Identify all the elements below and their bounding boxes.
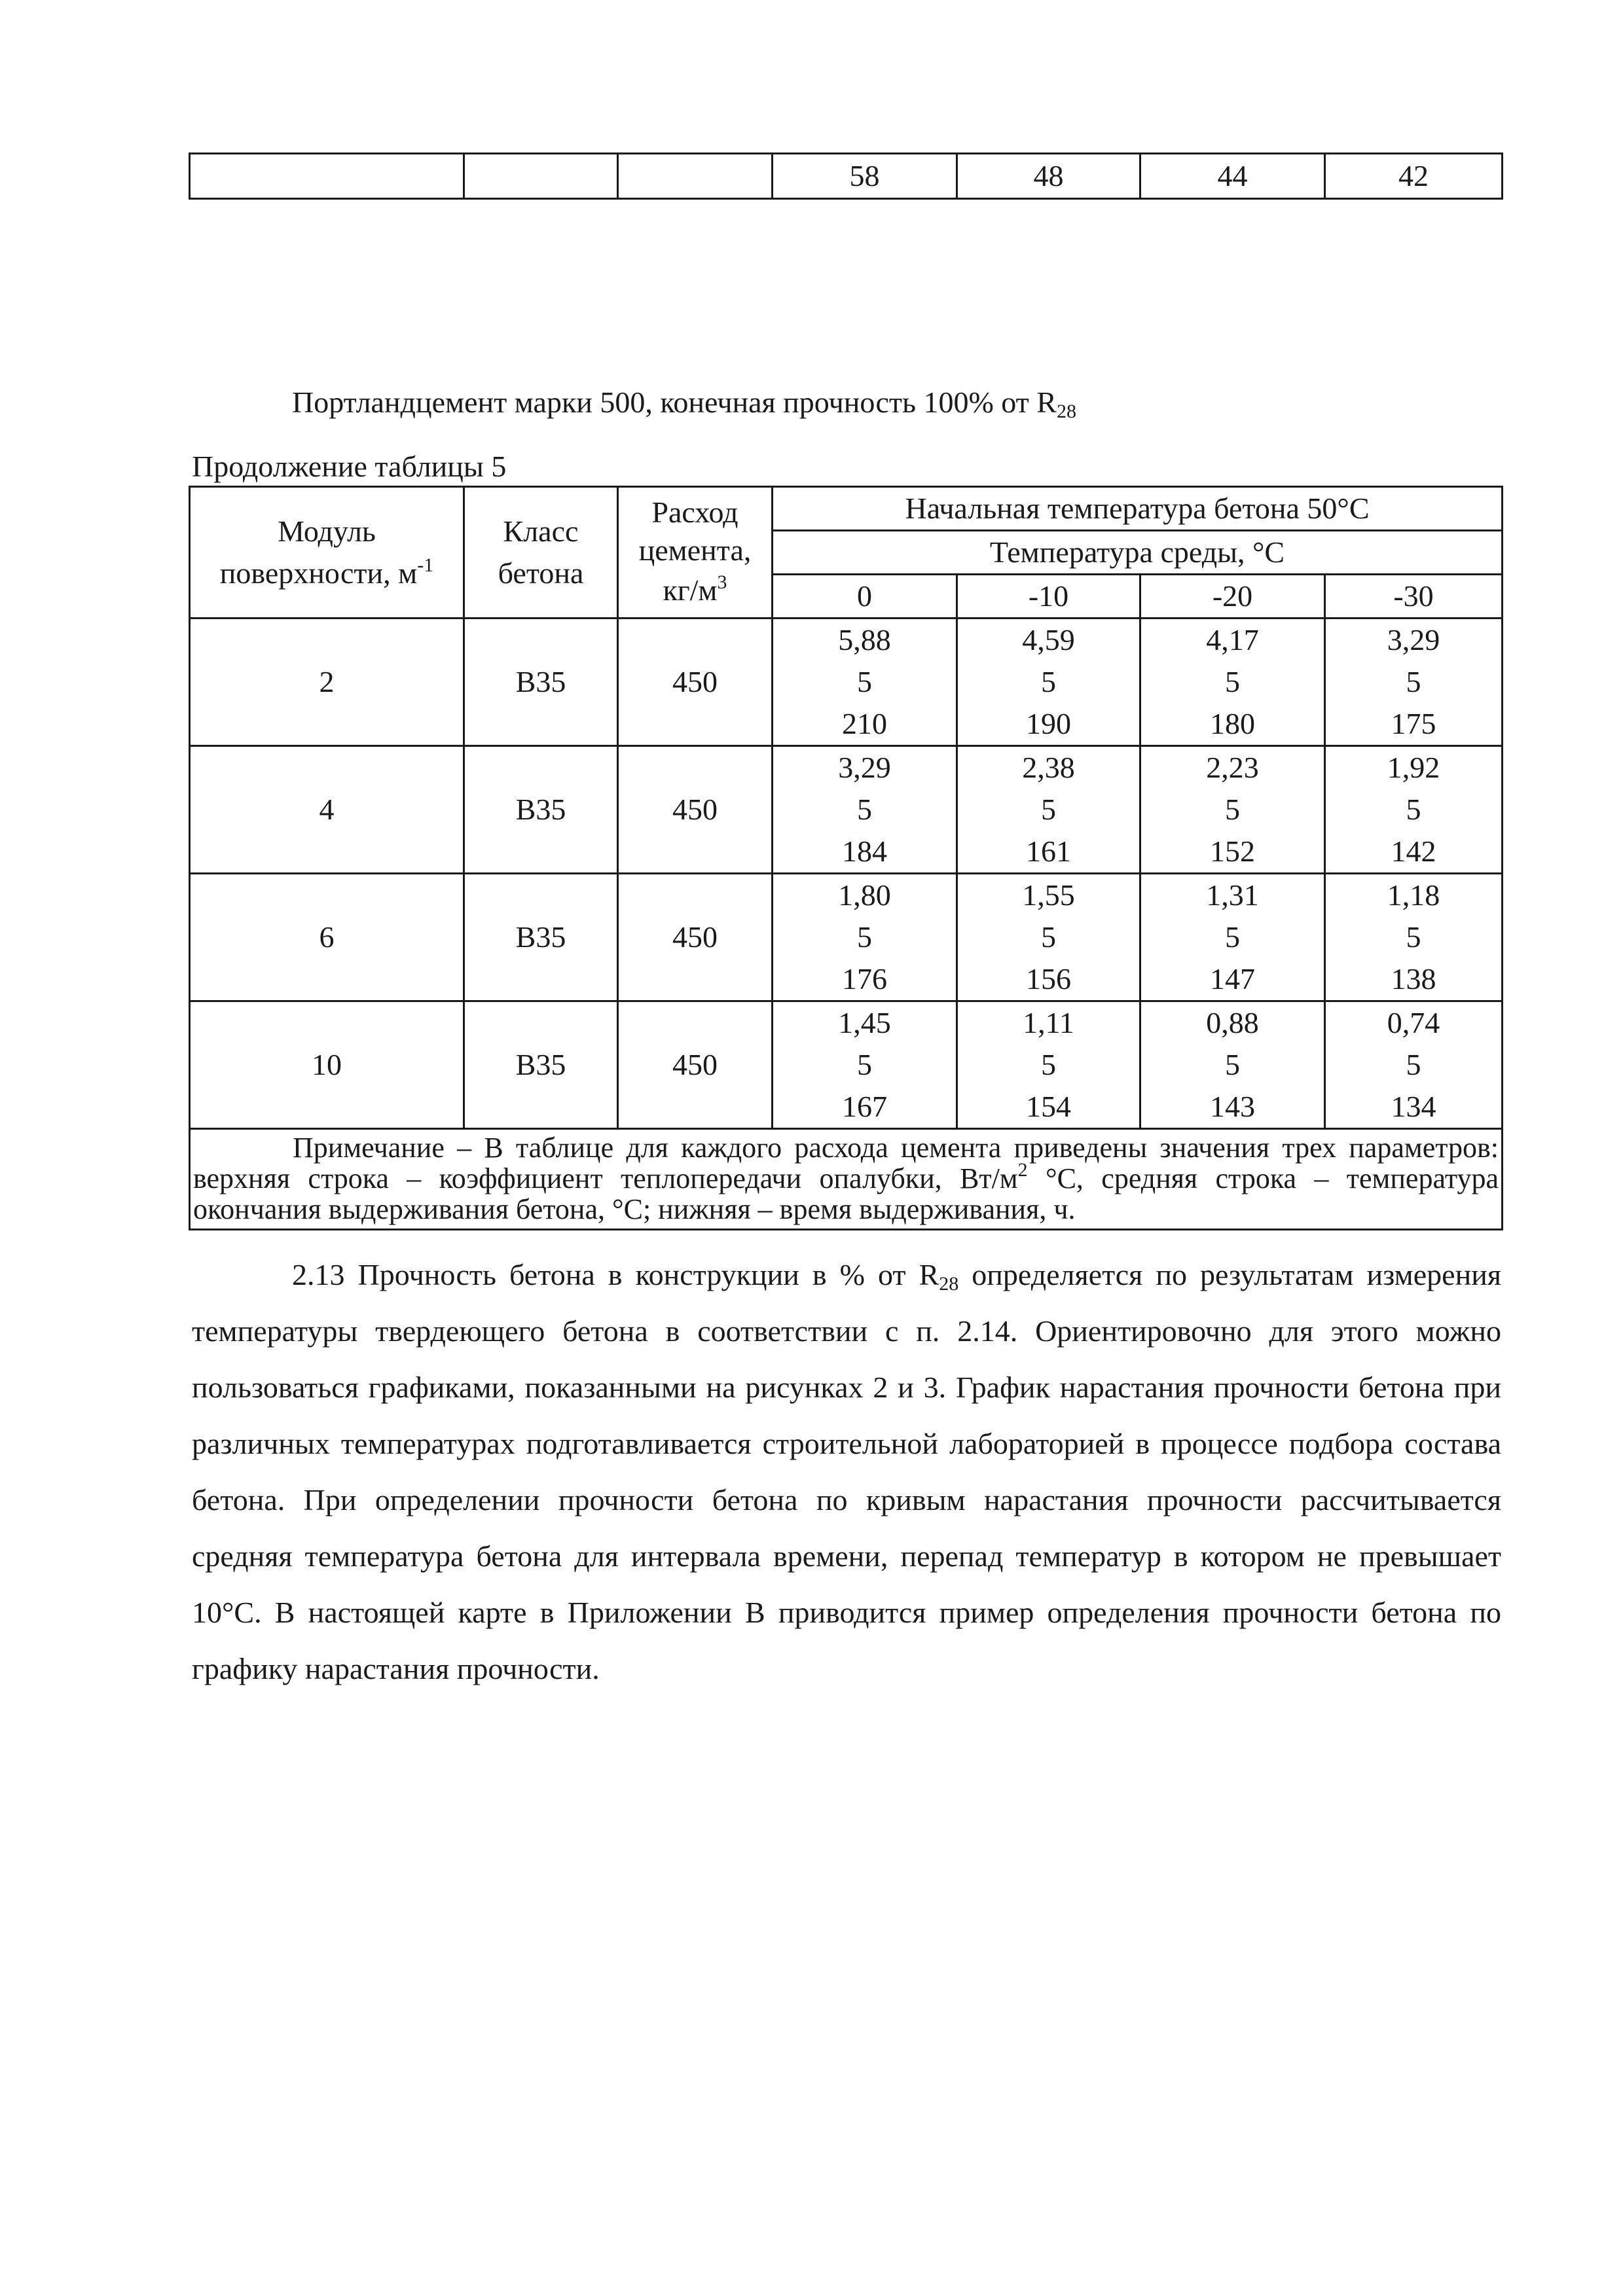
end-temperature-value: 5: [1041, 665, 1056, 698]
curing-time-value: 147: [1210, 962, 1255, 996]
end-temperature-value: 5: [1041, 1048, 1056, 1081]
parameter-cell: [1140, 1001, 1325, 1129]
table-row: [190, 746, 1503, 874]
header-text: Расход: [651, 495, 739, 529]
paragraph-subscript: 28: [939, 1273, 959, 1295]
curing-time-value: 184: [842, 834, 887, 868]
caption-subscript: 28: [1056, 401, 1076, 422]
heat-transfer-value: 3,29: [1387, 623, 1440, 656]
parameter-cell: [957, 1001, 1140, 1129]
end-temperature-value: 5: [1406, 793, 1421, 826]
end-temperature-value: 5: [1406, 665, 1421, 698]
parameter-cell: [1140, 874, 1325, 1001]
caption-text: Портландцемент марки 500, конечная прочность 100% от R: [292, 386, 1057, 419]
end-temperature-value: 5: [1406, 1048, 1421, 1081]
header-superscript: 3: [717, 571, 727, 593]
column-header-modul: [190, 487, 464, 619]
parameter-cell: [1325, 619, 1503, 746]
header-text: Модуль: [278, 514, 376, 548]
table-cell: 42: [1325, 154, 1503, 199]
table-cell: [618, 154, 773, 199]
data-table: [189, 486, 1503, 1230]
curing-time-value: 180: [1210, 707, 1255, 740]
parameter-cell: [1140, 619, 1325, 746]
parameter-cell: [957, 619, 1140, 746]
end-temperature-value: 5: [1225, 665, 1240, 698]
curing-time-value: 161: [1026, 834, 1071, 868]
heat-transfer-value: 1,18: [1387, 878, 1440, 912]
cement-cell: 450: [618, 1001, 773, 1129]
temperature-header: -30: [1325, 575, 1503, 619]
curing-time-value: 152: [1210, 834, 1255, 868]
body-paragraph: [192, 1247, 1501, 1697]
parameter-cell: [1325, 874, 1503, 1001]
table-title: Продолжение таблицы 5: [192, 450, 507, 483]
table-caption: [292, 383, 1076, 422]
curing-time-value: 142: [1391, 834, 1436, 868]
paragraph-text: 2.13 Прочность бетона в конструкции в % от R: [292, 1258, 939, 1291]
parameter-cell: [773, 746, 957, 874]
parameter-cell: [957, 746, 1140, 874]
table-row: [190, 619, 1503, 746]
temperature-header: -10: [957, 575, 1140, 619]
modul-cell: 2: [190, 619, 464, 746]
end-temperature-value: 5: [1225, 1048, 1240, 1081]
table-note: [190, 1129, 1503, 1230]
note-text: Примечание – В таблице для каждого расхода цемента приведены значения трех параметров: верхняя строка – коэффициент теплопередачи опалубки, Вт/м: [193, 1132, 1499, 1194]
paragraph-text: определяется по результатам измерения температуры твердеющего бетона в соответствии с п. 2.14. Ориентировочно для этого можно пользоваться графиками, показанными на рисунках 2 и 3. График нарастания прочности бетона при различных температурах подготавливается строительной лабораторией в процессе подбора состава бетона. При определении прочности бетона по кривым нарастания прочности рассчитывается средняя температура бетона для интервала времени, перепад температур в котором не превышает 10°С. В настоящей карте в Приложении В приводится пример определения прочности бетона по графику нарастания прочности.: [192, 1258, 1501, 1685]
heat-transfer-value: 1,45: [838, 1006, 891, 1039]
header-text: цемента,: [638, 533, 752, 567]
heat-transfer-value: 4,59: [1022, 623, 1075, 656]
parameter-cell: [773, 1001, 957, 1129]
class-cell: В35: [464, 1001, 618, 1129]
cement-cell: 450: [618, 746, 773, 874]
table-row: [190, 874, 1503, 1001]
end-temperature-value: 5: [1225, 793, 1240, 826]
class-cell: В35: [464, 746, 618, 874]
temperature-header: 0: [773, 575, 957, 619]
header-text: [619, 569, 771, 611]
curing-time-value: 156: [1026, 962, 1071, 996]
heat-transfer-value: 5,88: [838, 623, 891, 656]
curing-time-value: 134: [1391, 1090, 1436, 1123]
class-cell: В35: [464, 874, 618, 1001]
heat-transfer-value: 0,88: [1206, 1006, 1259, 1039]
curing-time-value: 175: [1391, 707, 1436, 740]
column-group-header: Начальная температура бетона 50°С: [773, 487, 1503, 531]
heat-transfer-value: 0,74: [1387, 1006, 1440, 1039]
table-cell: 48: [957, 154, 1140, 199]
note-row: [190, 1129, 1503, 1230]
modul-cell: 4: [190, 746, 464, 874]
table-cell: 44: [1140, 154, 1325, 199]
parameter-cell: [773, 619, 957, 746]
parameter-cell: [1325, 746, 1503, 874]
header-text-part: кг/м: [663, 573, 718, 607]
curing-time-value: 167: [842, 1090, 887, 1123]
parameter-cell: [1325, 1001, 1503, 1129]
header-superscript: -1: [417, 554, 434, 576]
note-superscript: 2: [1017, 1159, 1028, 1181]
end-temperature-value: 5: [1225, 920, 1240, 954]
modul-cell: 6: [190, 874, 464, 1001]
parameter-cell: [773, 874, 957, 1001]
end-temperature-value: 5: [1406, 920, 1421, 954]
end-temperature-value: 5: [857, 793, 872, 826]
heat-transfer-value: 3,29: [838, 751, 891, 784]
heat-transfer-value: 1,80: [838, 878, 891, 912]
end-temperature-value: 5: [857, 665, 872, 698]
table-cell: 58: [773, 154, 957, 199]
cement-cell: 450: [618, 874, 773, 1001]
parameter-cell: [1140, 746, 1325, 874]
column-header-cement: [618, 487, 773, 619]
header-text-part: поверхности, м: [219, 556, 418, 590]
curing-time-value: 154: [1026, 1090, 1071, 1123]
header-text: Класс: [503, 514, 579, 548]
end-temperature-value: 5: [1041, 920, 1056, 954]
class-cell: В35: [464, 619, 618, 746]
end-temperature-value: 5: [857, 1048, 872, 1081]
table-row: [190, 154, 1503, 199]
modul-cell: 10: [190, 1001, 464, 1129]
table-body: [190, 619, 1503, 1129]
header-text: [191, 552, 463, 594]
heat-transfer-value: 1,55: [1022, 878, 1075, 912]
curing-time-value: 190: [1026, 707, 1071, 740]
table-row: [190, 1001, 1503, 1129]
heat-transfer-value: 1,11: [1023, 1006, 1074, 1039]
curing-time-value: 210: [842, 707, 887, 740]
heat-transfer-value: 2,23: [1206, 751, 1259, 784]
curing-time-value: 138: [1391, 962, 1436, 996]
end-temperature-value: 5: [857, 920, 872, 954]
header-row: [190, 487, 1503, 531]
note-text: °С, средняя строка – температура окончания выдерживания бетона, °С; нижняя – время выдерживания, ч.: [193, 1162, 1499, 1225]
heat-transfer-value: 4,17: [1206, 623, 1259, 656]
table-cell: [464, 154, 618, 199]
cement-cell: 450: [618, 619, 773, 746]
column-subgroup-header: Температура среды, °С: [773, 531, 1503, 575]
column-header-class: [464, 487, 618, 619]
heat-transfer-value: 1,92: [1387, 751, 1440, 784]
parameter-cell: [957, 874, 1140, 1001]
previous-table-fragment: [189, 152, 1503, 200]
curing-time-value: 143: [1210, 1090, 1255, 1123]
heat-transfer-value: 2,38: [1022, 751, 1075, 784]
header-text: бетона: [498, 556, 584, 590]
heat-transfer-value: 1,31: [1206, 878, 1259, 912]
temperature-header: -20: [1140, 575, 1325, 619]
table-cell: [190, 154, 464, 199]
end-temperature-value: 5: [1041, 793, 1056, 826]
curing-time-value: 176: [842, 962, 887, 996]
